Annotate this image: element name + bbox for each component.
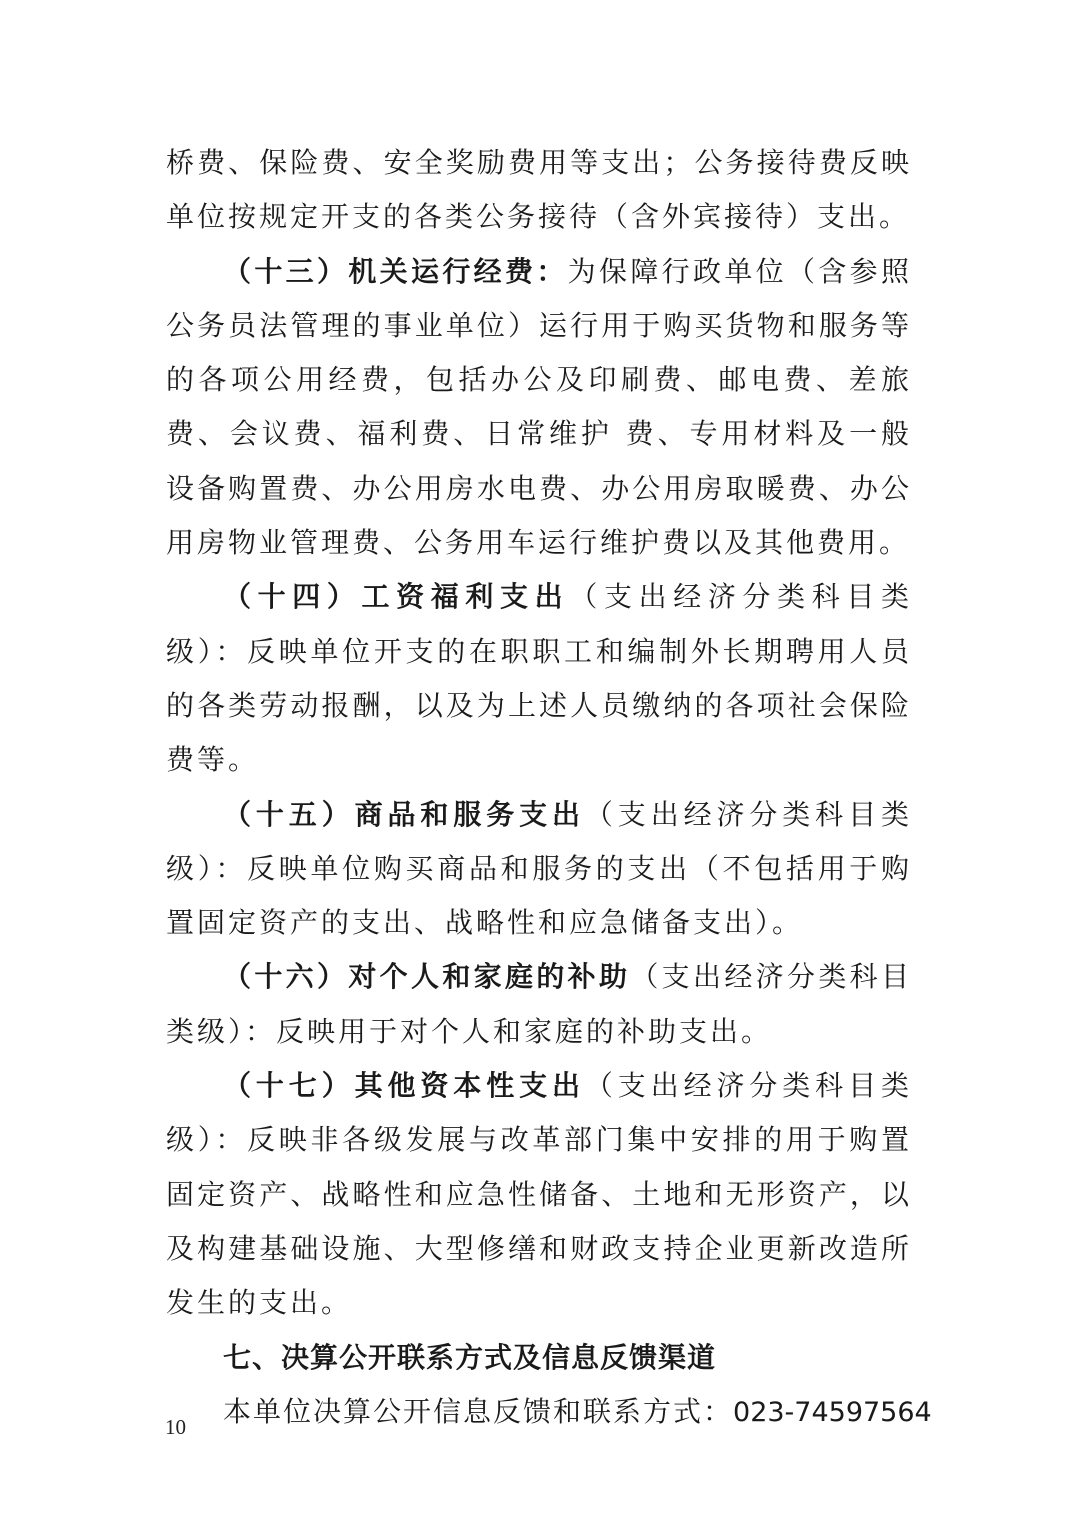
paragraph-item-14 (166, 570, 912, 787)
item-text: （支出经济分类科目类级）：反映单位购买商品和服务的支出（不包括用于购置固定资产的支出、战略性和应急储备支出）。 (166, 797, 912, 940)
paragraph-item-16 (166, 950, 912, 1059)
item-title: （十三）机关运行经费： (223, 254, 568, 288)
section-heading: 七、决算公开联系方式及信息反馈渠道 (223, 1340, 717, 1374)
item-text: （支出经济分类科目类级）：反映单位开支的在职职工和编制外长期聘用人员的各类劳动报酬，以及为上述人员缴纳的各项社会保险费等。 (166, 580, 912, 777)
page-content (166, 136, 932, 1440)
contact-line (166, 1385, 932, 1440)
item-title: （十四）工资福利支出 (223, 580, 570, 614)
item-text: 为保障行政单位（含参照公务员法管理的事业单位）运行用于购买货物和服务等的各项公用经费，包括办公及印刷费、邮电费、差旅费、会议费、福利费、日常维护 费、专用材料及一般设备购置费、办公用房水电费、办公用房取暖费、办公用房物业管理费、公务用车运行维护费以及其他费用。 (166, 254, 912, 560)
item-text: （支出经济分类科目类级）：反映非各级发展与改革部门集中安排的用于购置固定资产、战略性和应急性储备、土地和无形资产，以及构建基础设施、大型修缮和财政支持企业更新改造所发生的支出。 (166, 1069, 912, 1320)
paragraph-text: 桥费、保险费、安全奖励费用等支出；公务接待费反映单位按规定开支的各类公务接待（含外宾接待）支出。 (166, 146, 912, 234)
paragraph-item-15 (166, 788, 912, 951)
item-title: （十五）商品和服务支出 (223, 797, 585, 831)
item-title: （十六）对个人和家庭的补助 (223, 960, 631, 994)
paragraph-continued (166, 136, 912, 245)
contact-label: 本单位决算公开信息反馈和联系方式： (223, 1394, 734, 1428)
page-number: 10 (165, 1415, 186, 1439)
paragraph-item-13 (166, 245, 912, 571)
item-title: （十七）其他资本性支出 (223, 1069, 585, 1103)
item-text: （支出经济分类科目类级）：反映用于对个人和家庭的补助支出。 (166, 960, 912, 1048)
contact-phone: 023-74597564 (733, 1396, 932, 1428)
paragraph-item-17 (166, 1059, 912, 1330)
